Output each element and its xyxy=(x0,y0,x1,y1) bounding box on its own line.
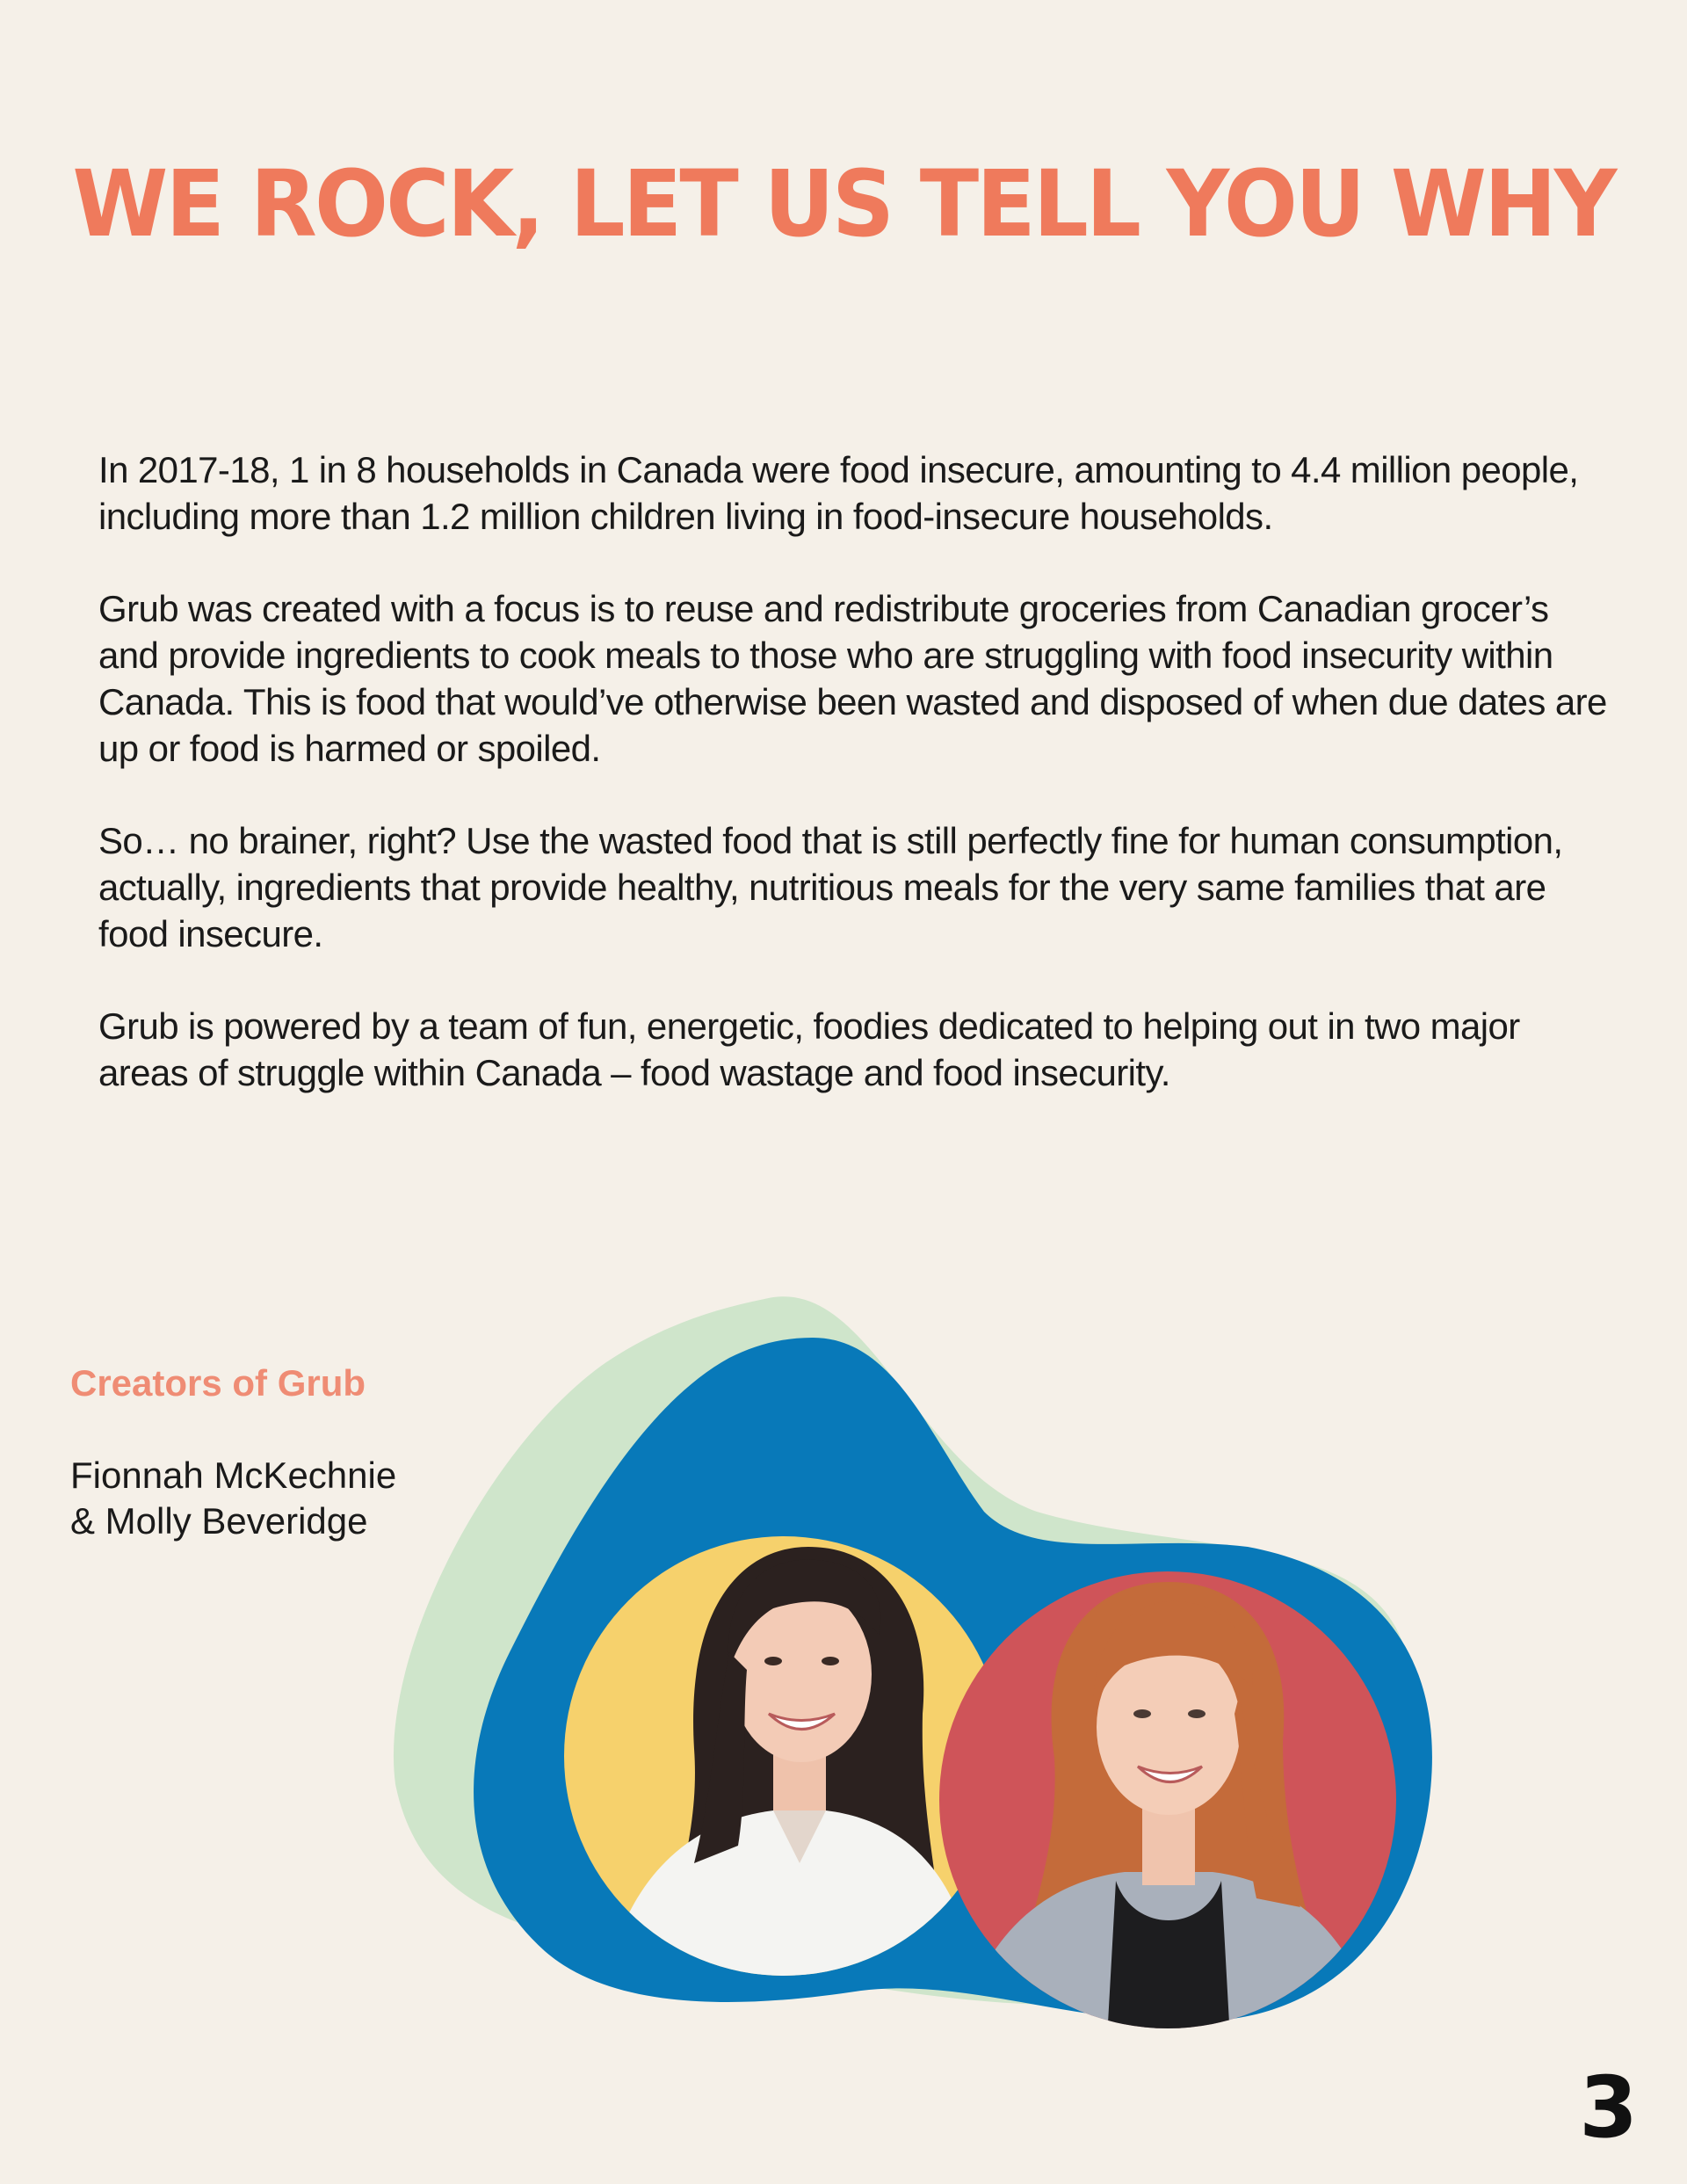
paragraph-team: Grub is powered by a team of fun, energetic, foodies dedicated to helping out in two major areas of struggle within Canada – food wastage and food insecurity. xyxy=(98,1005,1520,1093)
page-headline: WE ROCK, LET US TELL YOU WHY xyxy=(72,150,1615,258)
page-number: 3 xyxy=(1579,2058,1638,2157)
creators-label: Creators of Grub xyxy=(70,1362,366,1404)
paragraph-mission: Grub was created with a focus is to reuse and redistribute groceries from Canadian grocer’s and provide ingredients to cook meals to those who are struggling with food insecurity within Canada. This is food that would’ve otherwise been wasted and disposed of when due dates are up or food is harmed or spoiled. xyxy=(98,588,1607,769)
paragraph-statistics: In 2017-18, 1 in 8 households in Canada were food insecure, amounting to 4.4 million people, including more than 1.2 million children living in food-insecure households. xyxy=(98,449,1579,537)
creator-name-2: & Molly Beveridge xyxy=(70,1500,368,1542)
creator-name-1: Fionnah McKechnie xyxy=(70,1455,397,1496)
paragraph-no-brainer: So… no brainer, right? Use the wasted food that is still perfectly fine for human consumption, actually, ingredients that provide healthy, nutritious meals for the very same families that are food insecure. xyxy=(98,820,1563,954)
